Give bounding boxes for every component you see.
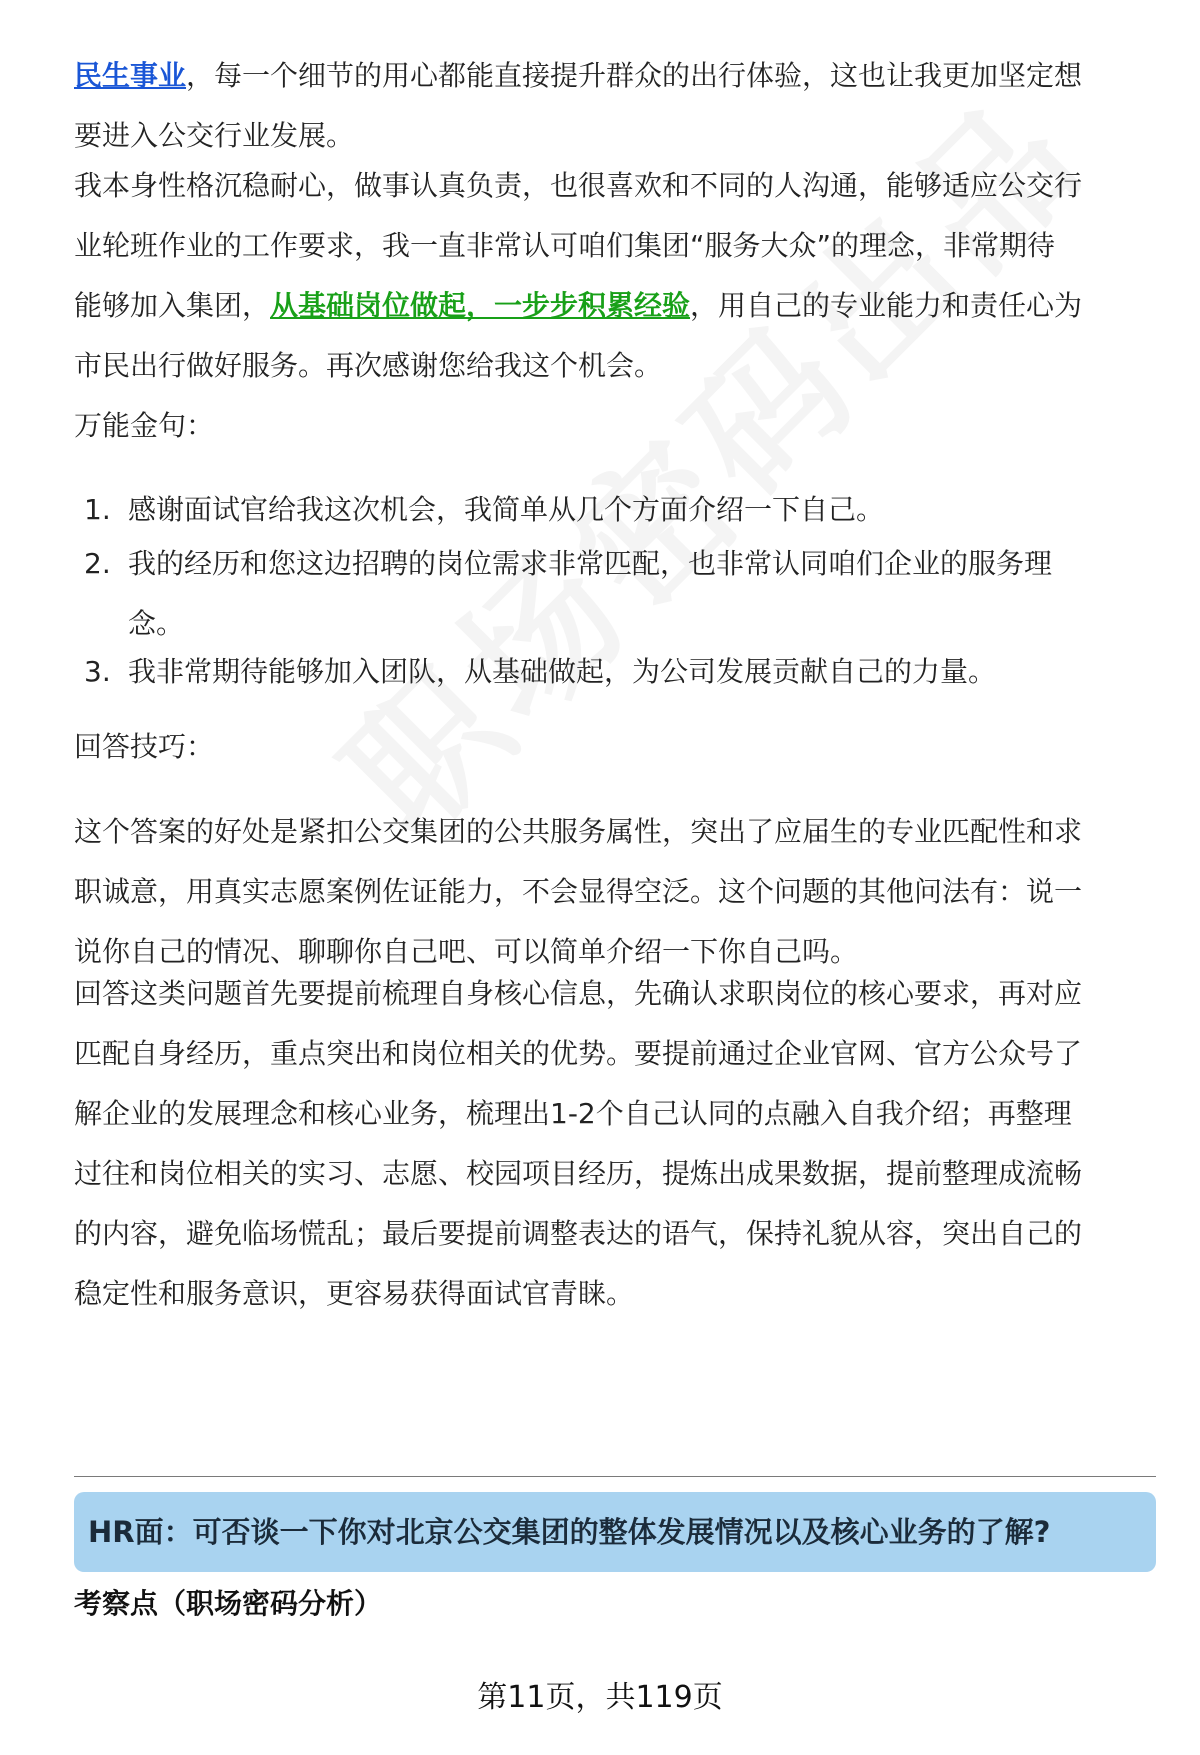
list-item: [84, 480, 1134, 540]
para2-line3-pre: 能够加入集团，: [74, 289, 271, 322]
intro-paragraph: [74, 46, 1154, 166]
para1-line2: 要进入公交行业发展。: [74, 119, 355, 152]
list-text: 我的经历和您这边招聘的岗位需求非常匹配，也非常认同咱们企业的服务理 念。: [128, 547, 1053, 640]
list-text: 我非常期待能够加入团队，从基础做起，为公司发展贡献自己的力量。: [128, 655, 997, 688]
answer-tips-label: 回答技巧：: [74, 730, 215, 763]
exam-point-heading: 考察点（职场密码分析）: [74, 1587, 383, 1620]
para2-line2: 业轮班作业的工作要求，我一直非常认可咱们集团“服务大众”的理念，非常期待: [74, 229, 1056, 262]
list-item: [84, 642, 1134, 702]
list-number: 2.: [84, 547, 111, 580]
list-number: 1.: [84, 493, 111, 526]
highlight-text: 从基础岗位做起，一步步积累经验: [270, 289, 691, 322]
list-number: 3.: [84, 655, 111, 688]
page-footer: 第11页，共119页: [477, 1680, 723, 1715]
golden-sentences-label: 万能金句：: [74, 409, 215, 442]
list-item: [84, 534, 1134, 654]
link-minsheng[interactable]: 民生事业: [74, 59, 187, 92]
divider: [74, 1476, 1156, 1477]
para1-line1-rest: ，每一个细节的用心都能直接提升群众的出行体验，这也让我更加坚定想: [186, 59, 1083, 92]
self-intro-paragraph: [74, 156, 1154, 396]
tips-paragraph-2: 回答这类问题首先要提前梳理自身核心信息，先确认求职岗位的核心要求，再对应 匹配自身经历，重点突出和岗位相关的优势。要提前通过企业官网、官方公众号了 解企业的发展理念和核心业务，梳理出1-2个自己认同的点融入自我介绍；再整理 过往和岗位相关的实习、志愿、校园项目经历，提炼出成果数据，提前整理成流畅 的内容，避免临场慌乱；最后要提前调整表达的语气，保持礼貌从容，突出自己的 稳定性和服务意识，更容易获得面试官青睐。: [74, 977, 1083, 1310]
tips-paragraph-1: 这个答案的好处是紧扣公交集团的公共服务属性，突出了应届生的专业匹配性和求 职诚意，用真实志愿案例佐证能力，不会显得空泛。这个问题的其他问法有：说一 说你自己的情况、聊聊你自己吧、可以简单介绍一下你自己吗。: [74, 815, 1083, 968]
para2-line4: 市民出行做好服务。再次感谢您给我这个机会。: [74, 349, 663, 382]
para2-line1: 我本身性格沉稳耐心，做事认真负责，也很喜欢和不同的人沟通，能够适应公交行: [74, 169, 1083, 202]
hr-question-box: HR面：可否谈一下你对北京公交集团的整体发展情况以及核心业务的了解?: [74, 1492, 1156, 1572]
list-text: 感谢面试官给我这次机会，我简单从几个方面介绍一下自己。: [128, 493, 885, 526]
para2-line3-post: ，用自己的专业能力和责任心为: [690, 289, 1083, 322]
